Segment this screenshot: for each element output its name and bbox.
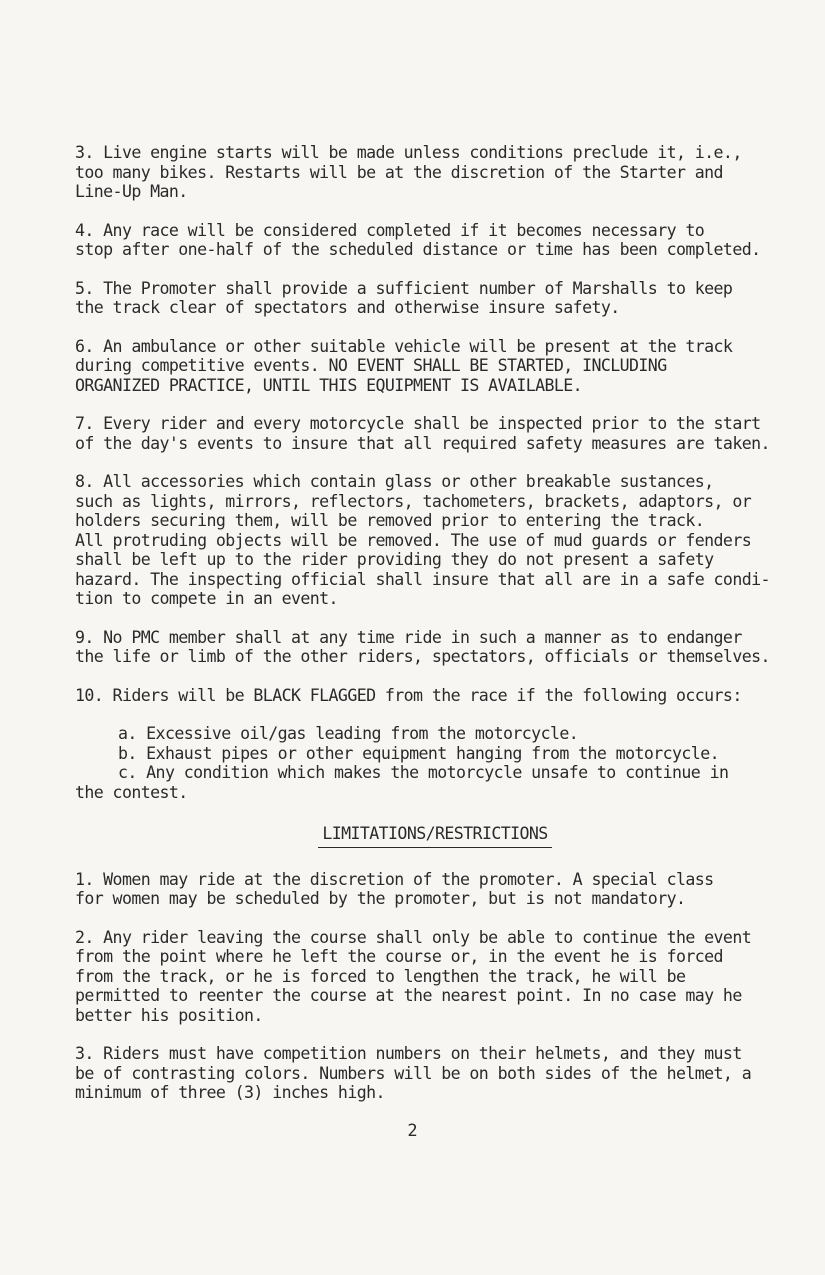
- page-number: 2: [407, 1121, 418, 1141]
- rule-10-black-flag: 10. Riders will be BLACK FLAGGED from the race if the following occurs:: [75, 685, 742, 705]
- rule-9-rider-conduct: 9. No PMC member shall at any time ride in such a manner as to endanger the life or limb of the other riders, spectators, officials or themselves.: [75, 627, 770, 666]
- condition-c-continuation: the contest.: [75, 782, 188, 802]
- black-flag-conditions-list: [75, 724, 795, 802]
- condition-a: a. Excessive oil/gas leading from the motorcycle.: [118, 724, 579, 743]
- rule-6-ambulance: 6. An ambulance or other suitable vehicle will be present at the track during competitive events. NO EVENT SHALL BE STARTED, INCLUDING ORGANIZED PRACTICE, UNTIL THIS EQUIPMENT IS AVAILABLE.: [75, 336, 733, 395]
- rule-4-race-completion: 4. Any race will be considered completed if it becomes necessary to stop after one-half of the scheduled distance or time has been completed.: [75, 220, 761, 259]
- section-heading-text: LIMITATIONS/RESTRICTIONS: [318, 824, 551, 848]
- limitation-3-helmet-numbers: 3. Riders must have competition numbers on their helmets, and they must be of contrasting colors. Numbers will be on both sides of the helmet, a minimum of three (3) inches high.: [75, 1044, 752, 1102]
- rule-3-live-engine-starts: 3. Live engine starts will be made unless conditions preclude it, i.e., too many bikes. Restarts will be at the discretion of the Starter and Line-Up Man.: [75, 143, 742, 201]
- condition-b: b. Exhaust pipes or other equipment hanging from the motorcycle.: [118, 743, 719, 763]
- condition-c: c. Any condition which makes the motorcycle unsafe to continue in: [118, 763, 729, 782]
- rule-5-marshalls: 5. The Promoter shall provide a sufficient number of Marshalls to keep the track clear of spectators and otherwise insure safety.: [75, 278, 733, 317]
- rule-7-inspection: 7. Every rider and every motorcycle shall be inspected prior to the start of the day's events to insure that all required safety measures are taken.: [75, 414, 770, 453]
- document-body: [75, 143, 795, 1122]
- limitation-1-women: 1. Women may ride at the discretion of the promoter. A special class for women may be scheduled by the promoter, but is not mandatory.: [75, 869, 714, 908]
- limitation-2-leaving-course: 2. Any rider leaving the course shall only be able to continue the event from the point where he left the course or, in the event he is forced from the track, or he is forced to lengthen the track, he will be permitted to reenter the course at the nearest point. In no case may he better his position.: [75, 927, 752, 1025]
- section-heading-limitations: [75, 824, 795, 848]
- rule-8-accessories: 8. All accessories which contain glass or other breakable sustances, such as lights, mirrors, reflectors, tachometers, brackets, adaptors, or holders securing them, will be removed prior to entering the track. All protruding objects will be removed. The use of mud guards or fenders shall be left up to the rider providing they do not present a safety hazard. The inspecting official shall insure that all are in a safe condi- tion to compete in an event.: [75, 472, 770, 608]
